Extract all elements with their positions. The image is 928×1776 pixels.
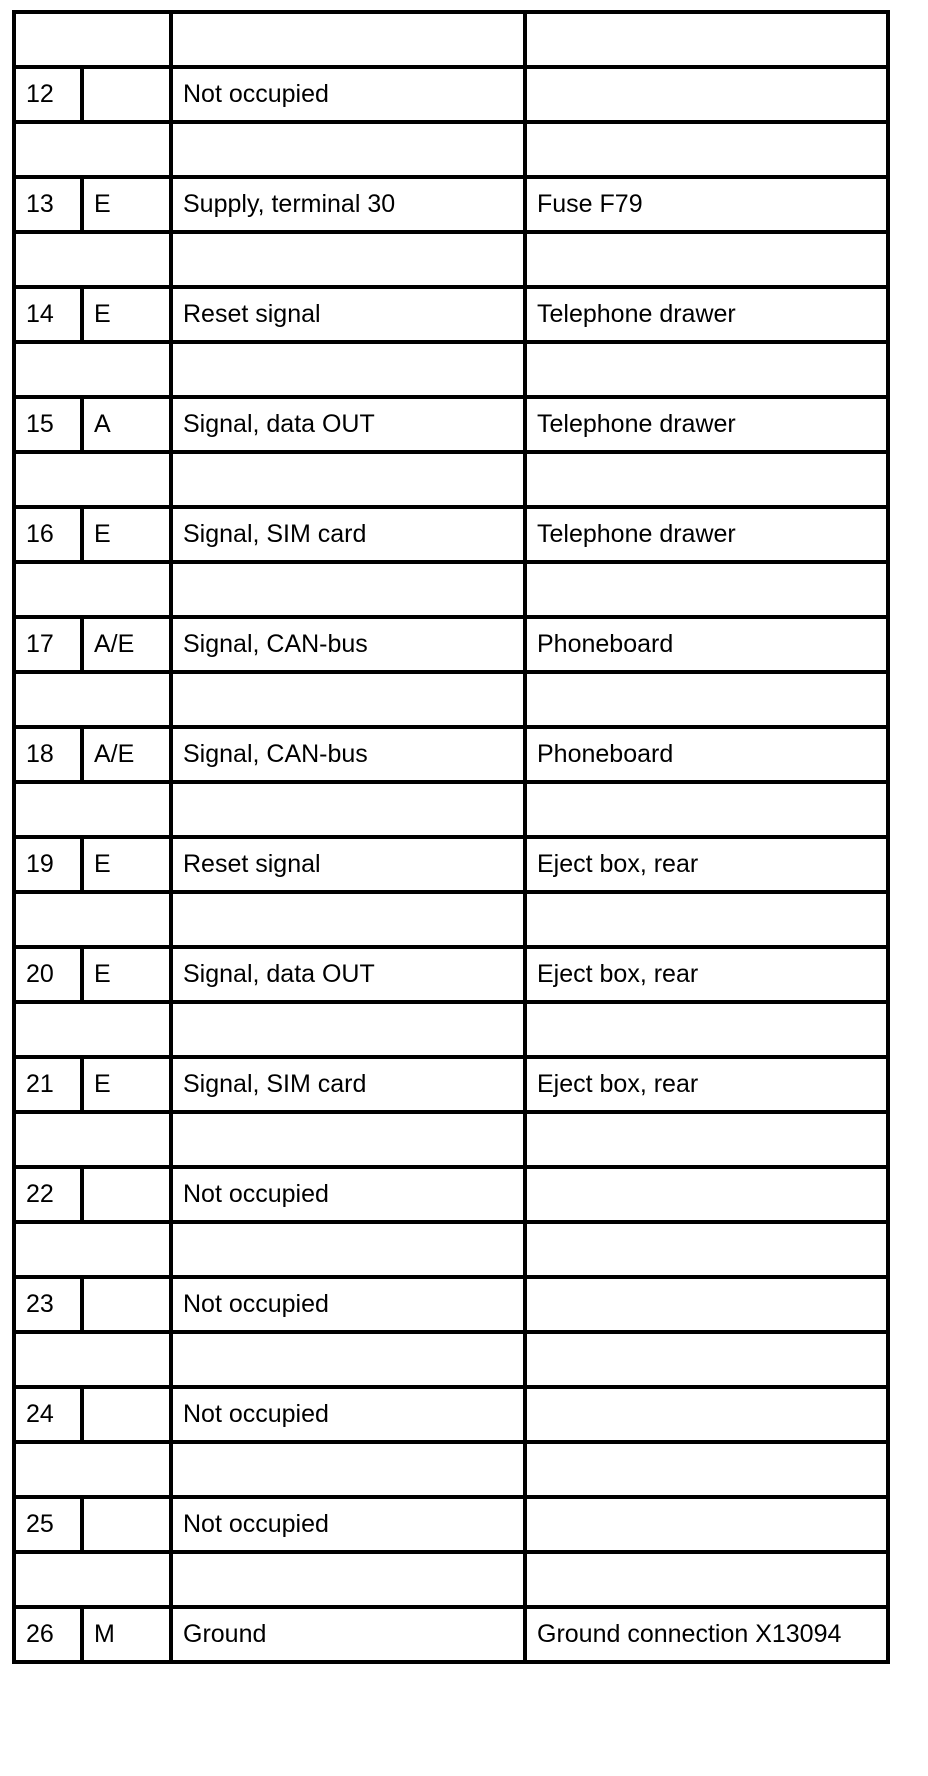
pin-cell	[14, 562, 171, 617]
table-row	[14, 1497, 888, 1552]
description-cell	[171, 1552, 525, 1607]
connection-cell: Phoneboard	[525, 617, 888, 672]
connection-cell	[525, 1552, 888, 1607]
pin-cell: 21	[14, 1057, 82, 1112]
table-row	[14, 1057, 888, 1112]
pin-cell	[14, 122, 171, 177]
spacer-row	[14, 782, 888, 837]
spacer-row	[14, 1332, 888, 1387]
connection-cell	[525, 342, 888, 397]
table-row	[14, 507, 888, 562]
table-row	[14, 287, 888, 342]
spacer-row	[14, 1552, 888, 1607]
table-row	[14, 727, 888, 782]
description-cell	[171, 672, 525, 727]
type-cell	[82, 1167, 171, 1222]
description-cell: Signal, CAN-bus	[171, 617, 525, 672]
pin-cell	[14, 1222, 171, 1277]
description-cell: Supply, terminal 30	[171, 177, 525, 232]
type-cell: A/E	[82, 617, 171, 672]
pin-cell: 24	[14, 1387, 82, 1442]
type-cell	[82, 1497, 171, 1552]
pin-cell: 23	[14, 1277, 82, 1332]
type-cell: E	[82, 837, 171, 892]
description-cell	[171, 1002, 525, 1057]
connection-cell: Eject box, rear	[525, 1057, 888, 1112]
spacer-row	[14, 1442, 888, 1497]
connection-cell: Ground connection X13094	[525, 1607, 888, 1662]
pin-cell: 25	[14, 1497, 82, 1552]
table-row	[14, 617, 888, 672]
pin-cell: 16	[14, 507, 82, 562]
connection-cell	[525, 12, 888, 67]
type-cell	[82, 1277, 171, 1332]
connection-cell	[525, 452, 888, 507]
pin-cell	[14, 782, 171, 837]
description-cell: Not occupied	[171, 1387, 525, 1442]
connection-cell	[525, 562, 888, 617]
table-row	[14, 177, 888, 232]
pin-cell	[14, 232, 171, 287]
description-cell	[171, 1442, 525, 1497]
type-cell: E	[82, 507, 171, 562]
spacer-row	[14, 892, 888, 947]
description-cell: Not occupied	[171, 1277, 525, 1332]
spacer-row	[14, 122, 888, 177]
connection-cell	[525, 1002, 888, 1057]
type-cell: M	[82, 1607, 171, 1662]
spacer-row	[14, 562, 888, 617]
pin-table-body	[14, 12, 888, 1662]
table-row	[14, 397, 888, 452]
pin-cell	[14, 1002, 171, 1057]
description-cell: Signal, data OUT	[171, 397, 525, 452]
description-cell: Signal, SIM card	[171, 507, 525, 562]
description-cell	[171, 892, 525, 947]
description-cell: Reset signal	[171, 287, 525, 342]
pin-cell	[14, 1332, 171, 1387]
description-cell	[171, 342, 525, 397]
connection-cell	[525, 232, 888, 287]
connection-cell	[525, 1277, 888, 1332]
pin-cell	[14, 342, 171, 397]
connection-cell	[525, 1387, 888, 1442]
description-cell	[171, 782, 525, 837]
pin-cell	[14, 1552, 171, 1607]
spacer-row	[14, 1222, 888, 1277]
description-cell: Signal, data OUT	[171, 947, 525, 1002]
description-cell: Signal, CAN-bus	[171, 727, 525, 782]
description-cell: Not occupied	[171, 67, 525, 122]
type-cell: A	[82, 397, 171, 452]
connection-cell: Telephone drawer	[525, 507, 888, 562]
description-cell: Reset signal	[171, 837, 525, 892]
description-cell	[171, 1332, 525, 1387]
description-cell: Signal, SIM card	[171, 1057, 525, 1112]
connection-cell: Eject box, rear	[525, 837, 888, 892]
pin-assignment-table	[12, 10, 890, 1664]
pin-cell	[14, 1112, 171, 1167]
pin-cell: 18	[14, 727, 82, 782]
pin-cell	[14, 1442, 171, 1497]
spacer-row	[14, 452, 888, 507]
connection-cell	[525, 672, 888, 727]
connection-cell	[525, 1222, 888, 1277]
connection-cell: Telephone drawer	[525, 397, 888, 452]
connection-cell	[525, 892, 888, 947]
description-cell	[171, 562, 525, 617]
pin-cell: 22	[14, 1167, 82, 1222]
type-cell	[82, 67, 171, 122]
type-cell: E	[82, 1057, 171, 1112]
type-cell: A/E	[82, 727, 171, 782]
type-cell: E	[82, 947, 171, 1002]
type-cell	[82, 1387, 171, 1442]
pin-cell: 14	[14, 287, 82, 342]
description-cell	[171, 1222, 525, 1277]
connection-cell	[525, 122, 888, 177]
pin-cell: 13	[14, 177, 82, 232]
connection-cell: Telephone drawer	[525, 287, 888, 342]
type-cell: E	[82, 177, 171, 232]
description-cell	[171, 232, 525, 287]
description-cell	[171, 452, 525, 507]
spacer-row	[14, 672, 888, 727]
table-row	[14, 67, 888, 122]
pin-cell	[14, 12, 171, 67]
table-row	[14, 1167, 888, 1222]
table-row	[14, 947, 888, 1002]
pin-cell: 20	[14, 947, 82, 1002]
type-cell: E	[82, 287, 171, 342]
table-row	[14, 1277, 888, 1332]
pin-cell	[14, 892, 171, 947]
spacer-row	[14, 1112, 888, 1167]
spacer-row	[14, 232, 888, 287]
table-row	[14, 1607, 888, 1662]
description-cell	[171, 12, 525, 67]
pin-cell: 26	[14, 1607, 82, 1662]
table-row	[14, 1387, 888, 1442]
description-cell	[171, 122, 525, 177]
connection-cell	[525, 1332, 888, 1387]
pin-cell: 19	[14, 837, 82, 892]
spacer-row	[14, 12, 888, 67]
table-row	[14, 837, 888, 892]
pin-cell: 17	[14, 617, 82, 672]
connection-cell: Eject box, rear	[525, 947, 888, 1002]
connection-cell	[525, 67, 888, 122]
connection-cell	[525, 1497, 888, 1552]
connection-cell	[525, 1167, 888, 1222]
pin-cell	[14, 672, 171, 727]
description-cell: Ground	[171, 1607, 525, 1662]
pin-cell	[14, 452, 171, 507]
spacer-row	[14, 1002, 888, 1057]
connection-cell: Phoneboard	[525, 727, 888, 782]
description-cell: Not occupied	[171, 1497, 525, 1552]
connection-cell	[525, 782, 888, 837]
connection-cell	[525, 1112, 888, 1167]
spacer-row	[14, 342, 888, 397]
pin-cell: 15	[14, 397, 82, 452]
description-cell: Not occupied	[171, 1167, 525, 1222]
connection-cell	[525, 1442, 888, 1497]
connection-cell: Fuse F79	[525, 177, 888, 232]
pin-cell: 12	[14, 67, 82, 122]
description-cell	[171, 1112, 525, 1167]
